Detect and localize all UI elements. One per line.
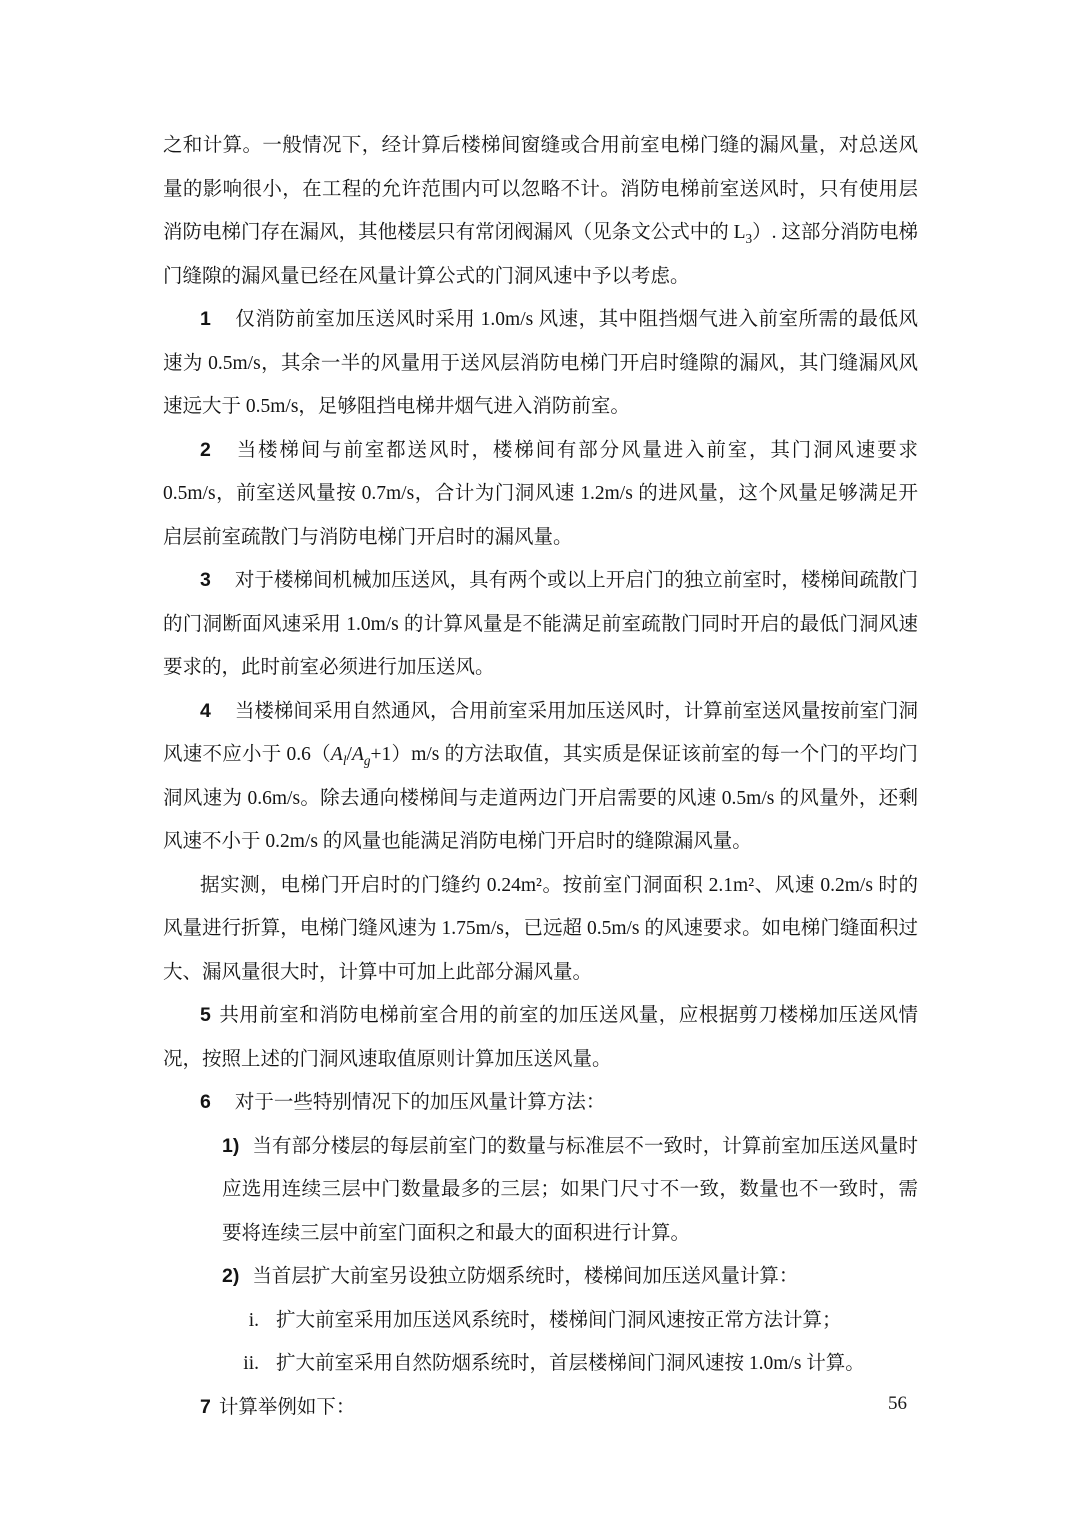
roman-item-text: 扩大前室采用自然防烟系统时，首层楼梯间门洞风速按 1.0m/s 计算。: [276, 1353, 865, 1374]
page-number: 56: [888, 1393, 907, 1414]
sub-item-number: 2): [222, 1265, 240, 1287]
list-item-6: [163, 1081, 918, 1125]
formula-divider: /: [346, 744, 352, 765]
list-item-7: [163, 1386, 918, 1430]
paragraph-text: 之和计算。一般情况下，经计算后楼梯间窗缝或合用前室电梯门缝的漏风量，对总送风量的影响很小，在工程的允许范围内可以忽略不计。消防电梯前室送风时，只有使用层消防电梯门存在漏风，其他楼层只有常闭阀漏风（见条文公式中的 L: [163, 135, 918, 243]
item-number: 1: [200, 308, 211, 330]
roman-item-number: i.: [248, 1309, 259, 1331]
item-text: 对于楼梯间机械加压送风，具有两个或以上开启门的独立前室时，楼梯间疏散门的门洞断面风速采用 1.0m/s 的计算风量是不能满足前室疏散门同时开启的最低门洞风速要求的，此时前室必须进行加压送风。: [163, 570, 918, 678]
sub-item-text: 当有部分楼层的每层前室门的数量与标准层不一致时，计算前室加压送风量时应选用连续三层中门数量最多的三层；如果门尺寸不一致，数量也不一致时，需要将连续三层中前室门面积之和最大的面积进行计算。: [222, 1135, 918, 1244]
roman-item-number: ii.: [243, 1353, 259, 1374]
formula-subscript-g: g: [363, 752, 371, 768]
formula-variable-Al: A: [330, 744, 343, 765]
item-text: 对于一些特别情况下的加压风量计算方法：: [234, 1092, 606, 1113]
document-body: [163, 124, 918, 1429]
item-number: 7: [200, 1395, 211, 1418]
subscript-L3: 3: [745, 230, 753, 246]
paragraph-measurement: [163, 864, 918, 995]
item-text: 仅消防前室加压送风时采用 1.0m/s 风速，其中阻挡烟气进入前室所需的最低风速为 0.5m/s，其余一半的风量用于送风层消防电梯门开启时缝隙的漏风，其门缝漏风风速远大于 0.5m/s，足够阻挡电梯井烟气进入消防前室。: [163, 309, 918, 417]
item-number: 4: [200, 699, 211, 722]
list-item-5: [163, 994, 918, 1081]
list-item-2: [163, 429, 918, 560]
formula-variable-Ag: A: [351, 744, 364, 765]
sub-list-item-2: [222, 1255, 918, 1299]
list-item-3: [163, 559, 918, 690]
item-text: +1）m/s 的方法取值，其实质是保证该前室的每一个门的平均门洞风速为 0.6m/s。除去通向楼梯间与走道两边门开启需要的风速 0.5m/s 的风量外，还剩风速不小于 0.2m/s 的风量也能满足消防电梯门开启时的缝隙漏风量。: [163, 744, 918, 852]
list-item-1: [163, 298, 918, 429]
item-number: 2: [200, 438, 211, 461]
item-text: 共用前室和消防电梯前室合用的前室的加压送风量，应根据剪刀楼梯加压送风情况，按照上述的门洞风速取值原则计算加压送风量。: [163, 1005, 918, 1070]
item-text: 计算举例如下：: [218, 1396, 356, 1418]
item-text: 当楼梯间与前室都送风时，楼梯间有部分风量进入前室，其门洞风速要求 0.5m/s，前室送风量按 0.7m/s，合计为门洞风速 1.2m/s 的进风量，这个风量足够满足开启层前室疏散门与消防电梯门开启时的漏风量。: [163, 439, 918, 548]
list-item-4: [163, 690, 918, 864]
item-number: 6: [200, 1091, 211, 1113]
item-number: 3: [200, 569, 211, 591]
roman-list-item-ii: [233, 1342, 918, 1386]
paragraph-text: ）. 这部分消防电梯门缝隙的漏风量已经在风量计算公式的门洞风速中予以考虑。: [163, 222, 918, 287]
sub-item-number: 1): [222, 1134, 240, 1157]
paragraph-text: 据实测，电梯门开启时的门缝约 0.24m²。按前室门洞面积 2.1m²、风速 0.2m/s 时的风量进行折算，电梯门缝风速为 1.75m/s，已远超 0.5m/s 的风速要求。如电梯门缝面积过大、漏风量很大时，计算中可加上此部分漏风量。: [163, 874, 918, 983]
roman-item-text: 扩大前室采用加压送风系统时，楼梯间门洞风速按正常方法计算；: [276, 1309, 842, 1331]
item-text: 当楼梯间采用自然通风，合用前室采用加压送风时，计算前室送风量按前室门洞风速不应小于 0.6（: [163, 700, 918, 765]
item-number: 5: [200, 1004, 211, 1026]
sub-list-item-1: [222, 1125, 918, 1256]
formula-subscript-l: l: [342, 752, 347, 768]
sub-item-text: 当首层扩大前室另设独立防烟系统时，楼梯间加压送风量计算：: [252, 1266, 799, 1287]
paragraph-continuation: [163, 124, 918, 298]
roman-list-item-i: [233, 1299, 918, 1343]
